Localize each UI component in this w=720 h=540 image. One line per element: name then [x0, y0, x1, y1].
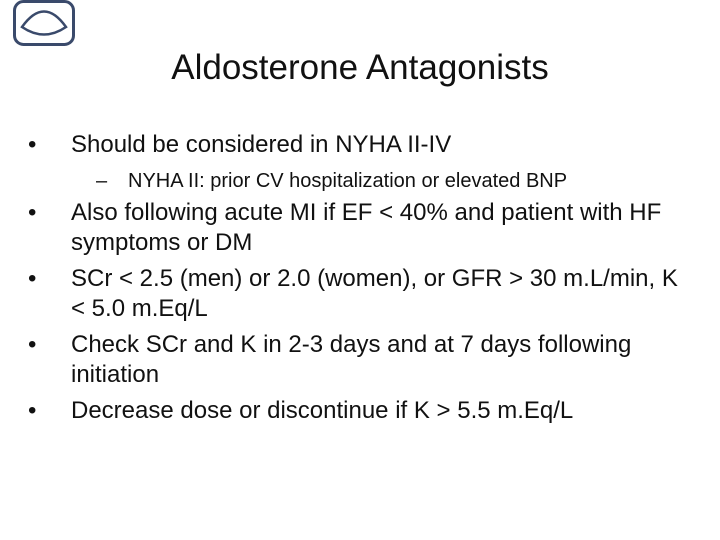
bullet-text: Check SCr and K in 2-3 days and at 7 days following initiation — [71, 331, 632, 388]
logo — [13, 0, 75, 46]
bullet-text: SCr < 2.5 (men) or 2.0 (women), or GFR > 30 m.L/min, K < 5.0 m.Eq/L — [71, 265, 678, 322]
slide-title: Aldosterone Antagonists — [171, 48, 549, 87]
sub-bullet-item — [28, 168, 698, 194]
bullet-glyph: • — [28, 397, 37, 424]
bullet-item — [28, 330, 698, 390]
slide-content — [28, 130, 698, 426]
bullet-text: Should be considered in NYHA II-IV — [71, 131, 452, 158]
bullet-item — [28, 396, 698, 426]
sub-bullet-text: NYHA II: prior CV hospitalization or elevated BNP — [128, 170, 568, 192]
sub-bullet-dash: – — [96, 170, 108, 192]
bullet-text: Decrease dose or discontinue if K > 5.5 m.Eq/L — [71, 397, 574, 424]
bullet-glyph: • — [28, 199, 37, 226]
bullet-item — [28, 130, 698, 160]
lens-shape-logo-icon — [13, 0, 75, 46]
bullet-glyph: • — [28, 131, 37, 158]
bullet-item — [28, 198, 698, 258]
bullet-glyph: • — [28, 331, 37, 358]
bullet-item — [28, 264, 698, 324]
bullet-glyph: • — [28, 265, 37, 292]
bullet-text: Also following acute MI if EF < 40% and patient with HF symptoms or DM — [71, 199, 662, 256]
